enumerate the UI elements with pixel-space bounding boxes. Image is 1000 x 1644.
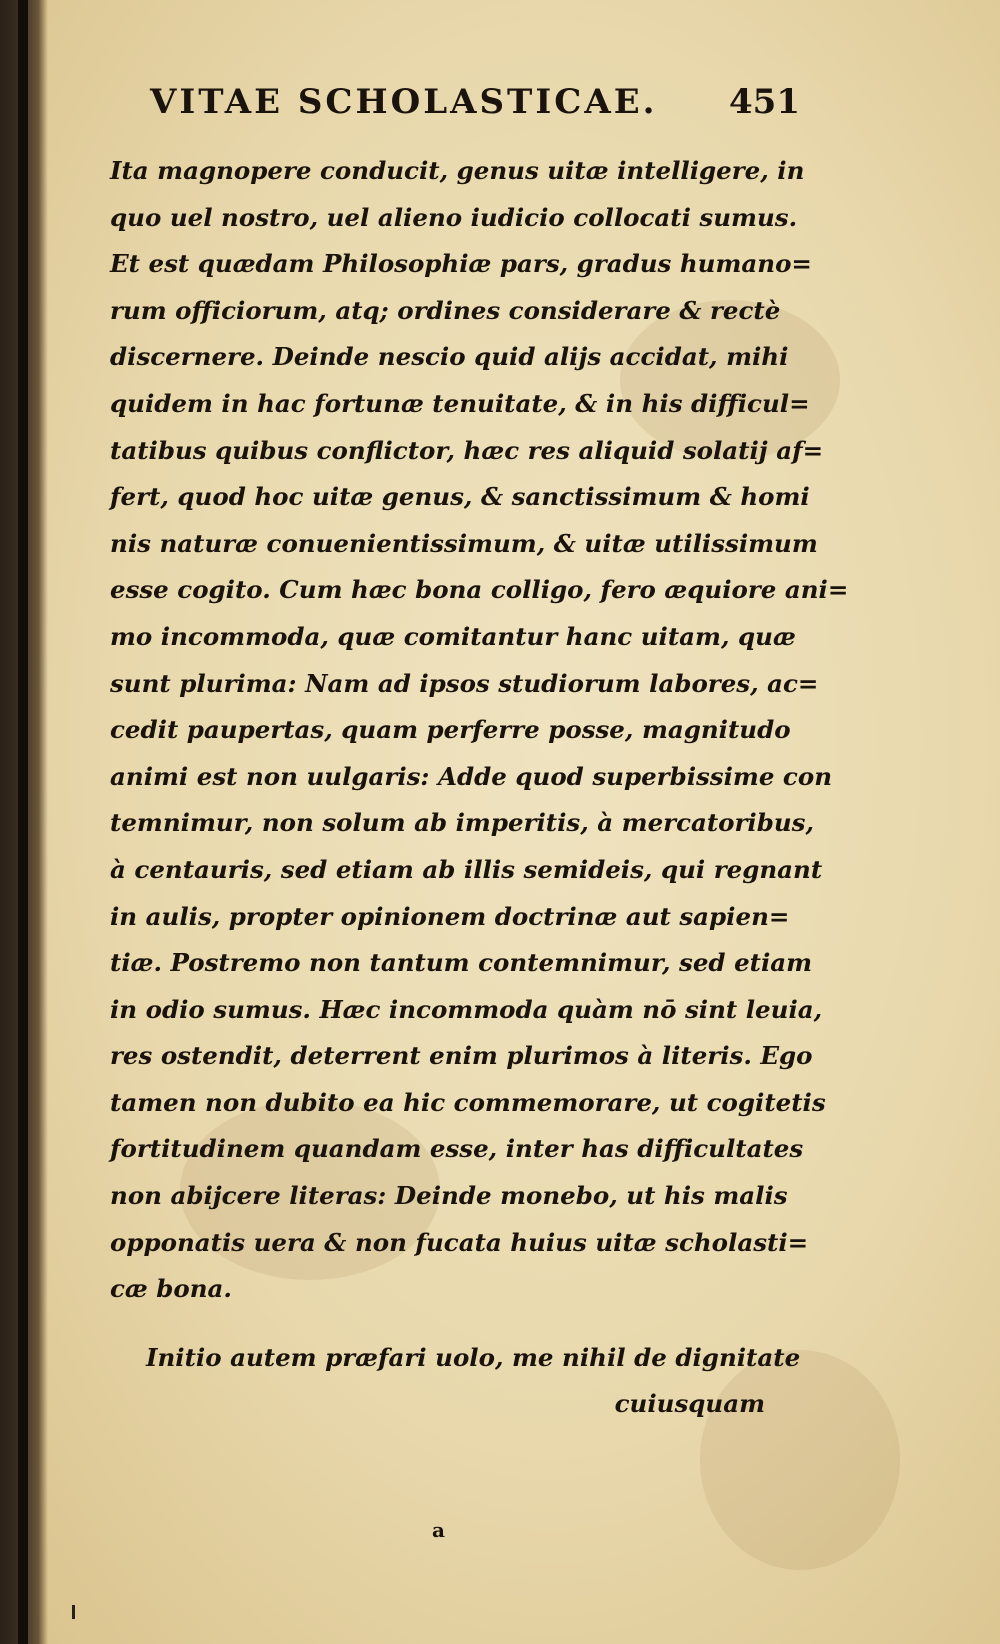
body-text (110, 148, 849, 1428)
text-line: tamen non dubito ea hic commemorare, ut cogitetis (110, 1087, 826, 1117)
text-line: temnimur, non solum ab imperitis, à mercatoribus, (110, 808, 815, 838)
text-line: quidem in hac fortunæ tenuitate, & in his difficul= (110, 388, 810, 418)
text-line: quo uel nostro, uel alieno iudicio collocati sumus. (110, 202, 798, 232)
text-line: Et est quædam Philosophiæ pars, gradus humano= (110, 249, 812, 279)
binding-shadow (18, 0, 28, 1644)
paragraph-1 (110, 148, 849, 1313)
text-line: non abijcere literas: Deinde monebo, ut his malis (110, 1181, 788, 1211)
paragraph-gap (110, 1313, 810, 1335)
edge-mark (72, 1605, 75, 1619)
running-head: VITAE SCHOLASTICAE. (150, 82, 658, 122)
paragraph-2 (110, 1335, 810, 1428)
text-line: Ita magnopere conducit, genus uitæ intelligere, in (110, 156, 805, 185)
text-line: opponatis uera & non fucata huius uitæ scholasti= (110, 1227, 809, 1257)
catchword: cuiusquam (614, 1389, 765, 1419)
page-header (150, 82, 800, 132)
text-line: mo incommoda, quæ comitantur hanc uitam, quæ (110, 621, 796, 651)
text-line: tiæ. Postremo non tantum contemnimur, sed etiam (110, 948, 813, 978)
text-line: discernere. Deinde nescio quid alijs accidat, mihi (110, 342, 789, 372)
text-line: sunt plurima: Nam ad ipsos studiorum labores, ac= (110, 668, 819, 698)
text-line: à centauris, sed etiam ab illis semideis, qui regnant (110, 854, 823, 884)
text-line: in odio sumus. Hæc incommoda quàm nō sint leuia, (110, 994, 823, 1024)
text-line: rum officiorum, atq; ordines considerare & rectè (110, 295, 781, 325)
text-line: Initio autem præfari uolo, me nihil de dignitate (146, 1342, 801, 1372)
text-line: cedit paupertas, quam perferre posse, magnitudo (110, 715, 791, 745)
text-line: tatibus quibus conflictor, hæc res aliquid solatij af= (110, 435, 824, 465)
text-line: res ostendit, deterrent enim plurimos à literis. Ego (110, 1041, 813, 1071)
text-line: animi est non uulgaris: Adde quod superbissime con (110, 761, 833, 791)
text-line: fortitudinem quandam esse, inter has difficultates (110, 1134, 804, 1164)
text-line: nis naturæ conuenientissimum, & uitæ utilissimum (110, 528, 818, 558)
page-number: 451 (729, 82, 800, 122)
text-line: esse cogito. Cum hæc bona colligo, fero æquiore ani= (110, 575, 849, 605)
signature-mark: a (432, 1518, 445, 1542)
text-line: in aulis, propter opinionem doctrinæ aut sapien= (110, 901, 790, 931)
text-line: fert, quod hoc uitæ genus, & sanctissimum & homi (110, 482, 810, 512)
text-line: cæ bona. (110, 1274, 232, 1304)
